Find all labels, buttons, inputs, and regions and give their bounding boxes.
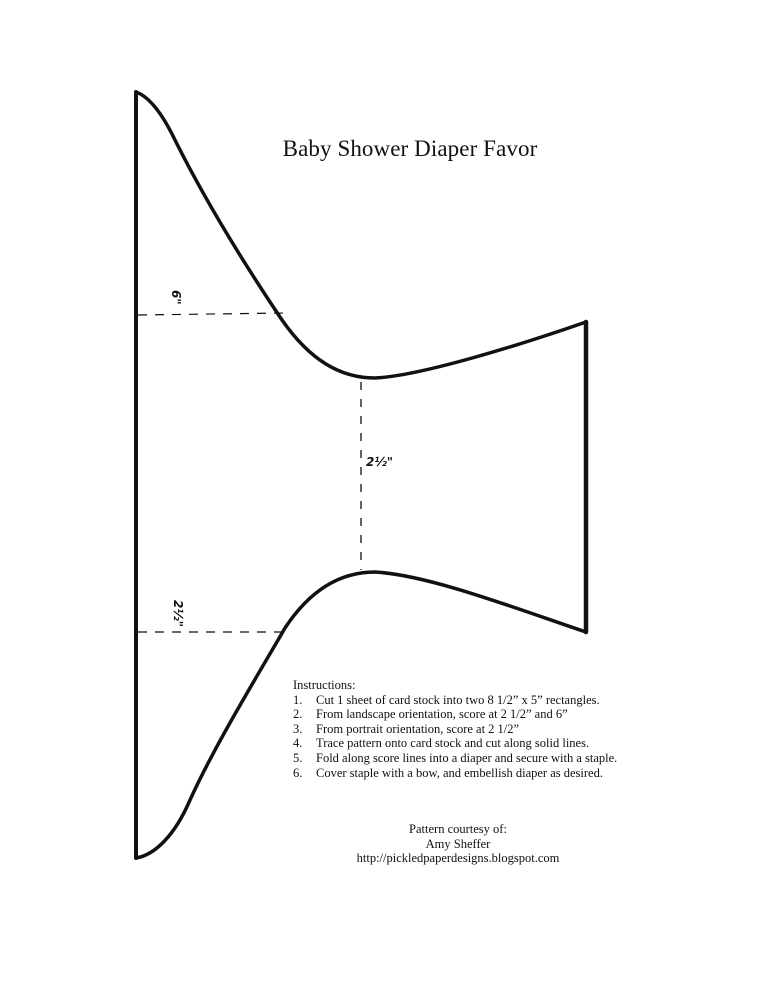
instruction-step [293,722,693,737]
score-line-top [138,313,286,315]
instruction-step [293,751,693,766]
measure-label-center: 2½" [366,455,394,469]
instruction-step [293,766,693,781]
step-text: Fold along score lines into a diaper and secure with a staple. [316,750,618,765]
instruction-step [293,736,693,751]
step-text: From landscape orientation, score at 2 1/2” and 6” [316,707,568,722]
step-text: Trace pattern onto card stock and cut along solid lines. [316,736,590,751]
credit-heading: Pattern courtesy of: [409,822,507,836]
credit-block [308,822,608,866]
measure-label-bottom-left: 2½" [171,600,185,628]
step-text: From portrait orientation, score at 2 1/2” [316,721,520,736]
step-number: 2. [293,707,303,722]
page-title: Baby Shower Diaper Favor [282,136,538,161]
step-number: 3. [293,721,303,736]
credit-author: Amy Sheffer [425,836,491,851]
step-number: 4. [293,736,303,751]
step-text: Cut 1 sheet of card stock into two 8 1/2” x 5” rectangles. [316,692,600,707]
instructions-block [293,678,693,780]
instructions-list [293,693,693,781]
instruction-step [293,707,693,722]
instructions-heading: Instructions: [293,678,356,692]
measure-label-top-left: 6" [169,290,183,305]
step-number: 6. [293,765,303,780]
credit-url: http://pickledpaperdesigns.blogspot.com [356,851,560,866]
step-number: 5. [293,750,303,765]
step-number: 1. [293,692,303,707]
step-text: Cover staple with a bow, and embellish diaper as desired. [316,765,603,780]
instruction-step [293,693,693,708]
